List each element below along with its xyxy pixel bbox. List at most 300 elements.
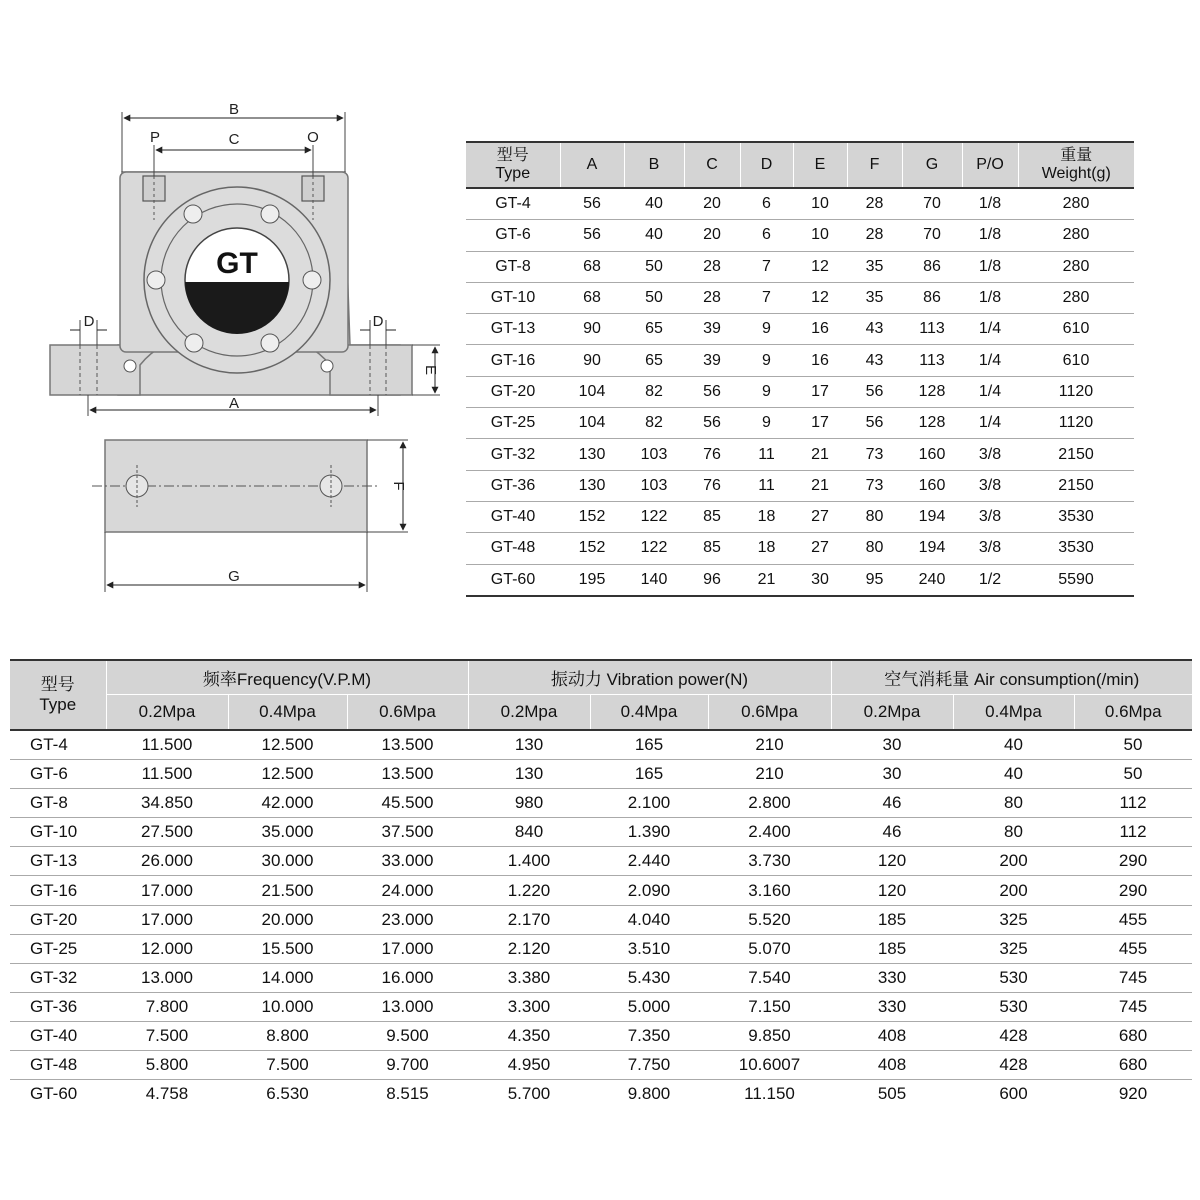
value-cell: 50 bbox=[1074, 730, 1192, 760]
value-cell: 30 bbox=[793, 564, 847, 596]
table-row bbox=[10, 992, 1192, 1021]
value-cell: 9 bbox=[740, 408, 793, 439]
model-cell: GT-25 bbox=[10, 934, 106, 963]
model-cell: GT-60 bbox=[466, 564, 560, 596]
value-cell: 5590 bbox=[1018, 564, 1134, 596]
spec-header-col: B bbox=[624, 142, 684, 188]
value-cell: 28 bbox=[847, 220, 902, 251]
value-cell: 113 bbox=[902, 314, 962, 345]
value-cell: 21 bbox=[793, 470, 847, 501]
perf-header-type-en: Type bbox=[39, 695, 77, 714]
table-row bbox=[466, 470, 1134, 501]
value-cell: 9.800 bbox=[627, 1084, 671, 1104]
value-cell: 90 bbox=[560, 314, 624, 345]
value-cell: 90 bbox=[560, 345, 624, 376]
value-cell: 8.515 bbox=[386, 1084, 429, 1104]
value-cell: 2.170 bbox=[468, 905, 590, 934]
value-cell: 3.300 bbox=[468, 992, 590, 1021]
value-cell: 530 bbox=[953, 963, 1074, 992]
value-cell: 840 bbox=[468, 818, 590, 847]
value-cell: 2150 bbox=[1018, 439, 1134, 470]
spec-header-weight-cn: 重量 bbox=[1060, 147, 1093, 164]
value-cell: 10 bbox=[793, 220, 847, 251]
model-cell: GT-60 bbox=[30, 1084, 78, 1104]
value-cell: 30 bbox=[831, 730, 953, 760]
value-cell: 408 bbox=[831, 1021, 953, 1050]
value-cell: 30.000 bbox=[228, 847, 347, 876]
value-cell: 1.400 bbox=[468, 847, 590, 876]
value-cell: 76 bbox=[684, 470, 740, 501]
perf-header-group-row bbox=[10, 660, 1192, 695]
spec-header-type bbox=[466, 142, 560, 188]
value-cell: 40 bbox=[953, 730, 1074, 760]
value-cell: 113 bbox=[902, 345, 962, 376]
value-cell: 28 bbox=[684, 251, 740, 282]
value-cell: 21 bbox=[740, 564, 793, 596]
value-cell: 42.000 bbox=[228, 789, 347, 818]
dim-label-d-right: D bbox=[372, 313, 384, 330]
value-cell: 325 bbox=[953, 905, 1074, 934]
value-cell: 16.000 bbox=[347, 963, 468, 992]
value-cell: 46 bbox=[831, 818, 953, 847]
value-cell: 428 bbox=[953, 1021, 1074, 1050]
value-cell: 7.350 bbox=[590, 1021, 708, 1050]
value-cell: 1/4 bbox=[962, 345, 1018, 376]
value-cell: 195 bbox=[560, 564, 624, 596]
model-cell: GT-4 bbox=[466, 188, 560, 220]
value-cell: 160 bbox=[902, 470, 962, 501]
value-cell: 4.758 bbox=[145, 1084, 189, 1104]
value-cell: 86 bbox=[902, 251, 962, 282]
value-cell: 103 bbox=[624, 470, 684, 501]
spec-header-type-en: Type bbox=[495, 165, 531, 182]
value-cell: 7.500 bbox=[228, 1051, 347, 1080]
model-cell: GT-40 bbox=[10, 1021, 106, 1050]
table-row bbox=[10, 905, 1192, 934]
value-cell: 17.000 bbox=[347, 934, 468, 963]
value-cell: 505 bbox=[877, 1084, 907, 1104]
table-row bbox=[466, 501, 1134, 532]
value-cell: 85 bbox=[684, 501, 740, 532]
perf-header-pressure: 0.2Mpa bbox=[831, 695, 953, 731]
model-cell: GT-48 bbox=[466, 533, 560, 564]
value-cell: 43 bbox=[847, 314, 902, 345]
value-cell: 1/8 bbox=[962, 282, 1018, 313]
value-cell: 3.160 bbox=[708, 876, 831, 905]
value-cell: 1/4 bbox=[962, 376, 1018, 407]
value-cell: 103 bbox=[624, 439, 684, 470]
model-cell: GT-48 bbox=[10, 1051, 106, 1080]
value-cell: 27 bbox=[793, 501, 847, 532]
value-cell: 3/8 bbox=[962, 470, 1018, 501]
value-cell: 7 bbox=[740, 282, 793, 313]
value-cell: 20 bbox=[684, 220, 740, 251]
dimension-spec-table bbox=[466, 141, 1134, 597]
value-cell: 7.150 bbox=[708, 992, 831, 1021]
value-cell: 130 bbox=[560, 470, 624, 501]
value-cell: 43 bbox=[847, 345, 902, 376]
value-cell: 408 bbox=[831, 1051, 953, 1080]
value-cell: 455 bbox=[1074, 905, 1192, 934]
value-cell: 2.090 bbox=[590, 876, 708, 905]
value-cell: 2.120 bbox=[468, 934, 590, 963]
model-cell: GT-8 bbox=[10, 789, 106, 818]
value-cell: 10.6007 bbox=[708, 1051, 831, 1080]
value-cell: 2.100 bbox=[590, 789, 708, 818]
value-cell: 325 bbox=[953, 934, 1074, 963]
value-cell: 122 bbox=[624, 501, 684, 532]
value-cell: 290 bbox=[1074, 876, 1192, 905]
value-cell: 40 bbox=[624, 188, 684, 220]
value-cell: 3530 bbox=[1018, 501, 1134, 532]
value-cell: 1/4 bbox=[962, 408, 1018, 439]
model-cell: GT-16 bbox=[10, 876, 106, 905]
model-cell: GT-4 bbox=[10, 730, 106, 760]
spec-header-type-cn: 型号 bbox=[496, 147, 529, 164]
model-cell: GT-6 bbox=[10, 760, 106, 789]
value-cell: 26.000 bbox=[106, 847, 228, 876]
value-cell: 7.800 bbox=[106, 992, 228, 1021]
value-cell: 80 bbox=[953, 789, 1074, 818]
table-row bbox=[10, 1080, 1192, 1109]
value-cell: 40 bbox=[953, 760, 1074, 789]
value-cell: 18 bbox=[740, 533, 793, 564]
dim-label-a: A bbox=[228, 395, 240, 412]
value-cell: 6 bbox=[740, 220, 793, 251]
value-cell: 2.440 bbox=[590, 847, 708, 876]
value-cell: 3/8 bbox=[962, 501, 1018, 532]
dim-label-c: C bbox=[228, 131, 240, 148]
table-row bbox=[10, 730, 1192, 760]
value-cell: 14.000 bbox=[228, 963, 347, 992]
gt-logo-text: GT bbox=[216, 247, 258, 280]
perf-header-pressure: 0.4Mpa bbox=[953, 695, 1074, 731]
perf-header-air: 空气消耗量 Air consumption(/min) bbox=[831, 660, 1192, 695]
value-cell: 200 bbox=[953, 847, 1074, 876]
table-row bbox=[466, 220, 1134, 251]
spec-header-col: A bbox=[560, 142, 624, 188]
table-row bbox=[10, 1051, 1192, 1080]
perf-header-vibration: 振动力 Vibration power(N) bbox=[468, 660, 831, 695]
value-cell: 5.800 bbox=[106, 1051, 228, 1080]
value-cell: 56 bbox=[684, 376, 740, 407]
table-row bbox=[10, 1021, 1192, 1050]
value-cell: 56 bbox=[560, 220, 624, 251]
model-cell: GT-6 bbox=[466, 220, 560, 251]
table-row bbox=[10, 789, 1192, 818]
value-cell: 112 bbox=[1074, 818, 1192, 847]
perf-table-body bbox=[10, 730, 1192, 1108]
model-cell: GT-32 bbox=[466, 439, 560, 470]
value-cell: 1120 bbox=[1018, 408, 1134, 439]
value-cell: 120 bbox=[831, 876, 953, 905]
perf-header-pressure: 0.4Mpa bbox=[590, 695, 708, 731]
value-cell: 12 bbox=[793, 282, 847, 313]
value-cell: 96 bbox=[684, 564, 740, 596]
value-cell: 35 bbox=[847, 251, 902, 282]
value-cell: 530 bbox=[953, 992, 1074, 1021]
value-cell: 28 bbox=[684, 282, 740, 313]
spec-header-col: E bbox=[793, 142, 847, 188]
value-cell: 11.500 bbox=[106, 730, 228, 760]
value-cell: 13.500 bbox=[347, 760, 468, 789]
model-cell: GT-10 bbox=[466, 282, 560, 313]
value-cell: 46 bbox=[831, 789, 953, 818]
value-cell: 194 bbox=[902, 501, 962, 532]
value-cell: 9.700 bbox=[347, 1051, 468, 1080]
value-cell: 56 bbox=[684, 408, 740, 439]
perf-header-frequency: 频率Frequency(V.P.M) bbox=[106, 660, 468, 695]
spec-header-col: F bbox=[847, 142, 902, 188]
value-cell: 50 bbox=[624, 251, 684, 282]
spec-header-col: G bbox=[902, 142, 962, 188]
value-cell: 68 bbox=[560, 282, 624, 313]
value-cell: 73 bbox=[847, 439, 902, 470]
value-cell: 16 bbox=[793, 314, 847, 345]
value-cell: 165 bbox=[590, 760, 708, 789]
value-cell: 2.800 bbox=[708, 789, 831, 818]
value-cell: 20.000 bbox=[228, 905, 347, 934]
table-row bbox=[466, 564, 1134, 596]
value-cell: 6 bbox=[740, 188, 793, 220]
value-cell: 68 bbox=[560, 251, 624, 282]
model-cell: GT-16 bbox=[466, 345, 560, 376]
value-cell: 15.500 bbox=[228, 934, 347, 963]
table-row bbox=[466, 533, 1134, 564]
value-cell: 28 bbox=[847, 188, 902, 220]
value-cell: 12.000 bbox=[106, 934, 228, 963]
table-row bbox=[10, 760, 1192, 789]
value-cell: 33.000 bbox=[347, 847, 468, 876]
value-cell: 86 bbox=[902, 282, 962, 313]
value-cell: 16 bbox=[793, 345, 847, 376]
spec-header-weight bbox=[1018, 142, 1134, 188]
value-cell: 240 bbox=[902, 564, 962, 596]
value-cell: 600 bbox=[999, 1084, 1028, 1104]
value-cell: 745 bbox=[1074, 992, 1192, 1021]
value-cell: 1/2 bbox=[962, 564, 1018, 596]
value-cell: 12.500 bbox=[228, 760, 347, 789]
value-cell: 280 bbox=[1018, 282, 1134, 313]
value-cell: 1.390 bbox=[590, 818, 708, 847]
value-cell: 34.850 bbox=[106, 789, 228, 818]
value-cell: 3.380 bbox=[468, 963, 590, 992]
value-cell: 9 bbox=[740, 314, 793, 345]
table-row bbox=[10, 963, 1192, 992]
table-row bbox=[466, 188, 1134, 220]
value-cell: 4.950 bbox=[468, 1051, 590, 1080]
value-cell: 45.500 bbox=[347, 789, 468, 818]
perf-header-pressure: 0.2Mpa bbox=[468, 695, 590, 731]
value-cell: 5.430 bbox=[590, 963, 708, 992]
value-cell: 5.700 bbox=[507, 1084, 551, 1104]
value-cell: 280 bbox=[1018, 188, 1134, 220]
value-cell: 80 bbox=[847, 533, 902, 564]
value-cell: 12.500 bbox=[228, 730, 347, 760]
value-cell: 7 bbox=[740, 251, 793, 282]
value-cell: 17.000 bbox=[106, 876, 228, 905]
model-cell: GT-8 bbox=[466, 251, 560, 282]
value-cell: 3/8 bbox=[962, 439, 1018, 470]
value-cell: 56 bbox=[847, 376, 902, 407]
value-cell: 104 bbox=[560, 408, 624, 439]
perf-header-pressure-row bbox=[10, 695, 1192, 731]
value-cell: 455 bbox=[1074, 934, 1192, 963]
value-cell: 17 bbox=[793, 376, 847, 407]
value-cell: 9.500 bbox=[347, 1021, 468, 1050]
value-cell: 56 bbox=[560, 188, 624, 220]
value-cell: 82 bbox=[624, 408, 684, 439]
value-cell: 610 bbox=[1018, 314, 1134, 345]
value-cell: 24.000 bbox=[347, 876, 468, 905]
value-cell: 70 bbox=[902, 188, 962, 220]
value-cell: 5.520 bbox=[708, 905, 831, 934]
value-cell: 210 bbox=[708, 760, 831, 789]
value-cell: 82 bbox=[624, 376, 684, 407]
value-cell: 40 bbox=[624, 220, 684, 251]
value-cell: 4.350 bbox=[468, 1021, 590, 1050]
value-cell: 30 bbox=[831, 760, 953, 789]
value-cell: 65 bbox=[624, 345, 684, 376]
value-cell: 12 bbox=[793, 251, 847, 282]
value-cell: 3.730 bbox=[708, 847, 831, 876]
value-cell: 17 bbox=[793, 408, 847, 439]
value-cell: 980 bbox=[468, 789, 590, 818]
value-cell: 122 bbox=[624, 533, 684, 564]
value-cell: 330 bbox=[831, 963, 953, 992]
spec-header-row bbox=[466, 142, 1134, 188]
value-cell: 18 bbox=[740, 501, 793, 532]
table-row bbox=[466, 345, 1134, 376]
value-cell: 1/4 bbox=[962, 314, 1018, 345]
value-cell: 165 bbox=[590, 730, 708, 760]
model-cell: GT-40 bbox=[466, 501, 560, 532]
value-cell: 13.000 bbox=[347, 992, 468, 1021]
spec-header-col: C bbox=[684, 142, 740, 188]
value-cell: 2150 bbox=[1018, 470, 1134, 501]
value-cell: 194 bbox=[902, 533, 962, 564]
value-cell: 428 bbox=[953, 1051, 1074, 1080]
value-cell: 21.500 bbox=[228, 876, 347, 905]
table-row bbox=[466, 408, 1134, 439]
value-cell: 3530 bbox=[1018, 533, 1134, 564]
front-view bbox=[50, 172, 412, 395]
value-cell: 7.500 bbox=[106, 1021, 228, 1050]
value-cell: 11 bbox=[740, 439, 793, 470]
value-cell: 1/8 bbox=[962, 188, 1018, 220]
value-cell: 152 bbox=[560, 533, 624, 564]
value-cell: 680 bbox=[1074, 1051, 1192, 1080]
perf-header-type bbox=[10, 660, 106, 730]
dim-label-d-left: D bbox=[83, 313, 95, 330]
value-cell: 3.510 bbox=[590, 934, 708, 963]
value-cell: 128 bbox=[902, 376, 962, 407]
spec-header-col: P/O bbox=[962, 142, 1018, 188]
value-cell: 1/8 bbox=[962, 220, 1018, 251]
value-cell: 39 bbox=[684, 345, 740, 376]
table-row bbox=[466, 439, 1134, 470]
value-cell: 1.220 bbox=[468, 876, 590, 905]
dim-label-f: F bbox=[390, 481, 407, 491]
value-cell: 128 bbox=[902, 408, 962, 439]
value-cell: 130 bbox=[468, 760, 590, 789]
spec-header-col: D bbox=[740, 142, 793, 188]
value-cell: 280 bbox=[1018, 251, 1134, 282]
table-row bbox=[466, 282, 1134, 313]
value-cell: 11.500 bbox=[106, 760, 228, 789]
value-cell: 9.850 bbox=[708, 1021, 831, 1050]
value-cell: 73 bbox=[847, 470, 902, 501]
perf-header-type-cn: 型号 bbox=[40, 675, 75, 694]
value-cell: 9 bbox=[740, 376, 793, 407]
perf-header-pressure: 0.4Mpa bbox=[228, 695, 347, 731]
value-cell: 140 bbox=[624, 564, 684, 596]
table-row bbox=[10, 876, 1192, 905]
value-cell: 50 bbox=[1074, 760, 1192, 789]
table-row bbox=[10, 818, 1192, 847]
bottom-view bbox=[92, 440, 380, 532]
value-cell: 70 bbox=[902, 220, 962, 251]
dim-label-o: O bbox=[307, 129, 319, 146]
table-row bbox=[466, 314, 1134, 345]
value-cell: 130 bbox=[468, 730, 590, 760]
value-cell: 35.000 bbox=[228, 818, 347, 847]
value-cell: 185 bbox=[831, 905, 953, 934]
value-cell: 160 bbox=[902, 439, 962, 470]
value-cell: 56 bbox=[847, 408, 902, 439]
value-cell: 76 bbox=[684, 439, 740, 470]
value-cell: 1120 bbox=[1018, 376, 1134, 407]
value-cell: 120 bbox=[831, 847, 953, 876]
value-cell: 27.500 bbox=[106, 818, 228, 847]
value-cell: 50 bbox=[624, 282, 684, 313]
value-cell: 95 bbox=[847, 564, 902, 596]
model-cell: GT-32 bbox=[10, 963, 106, 992]
value-cell: 112 bbox=[1074, 789, 1192, 818]
value-cell: 7.750 bbox=[590, 1051, 708, 1080]
model-cell: GT-36 bbox=[466, 470, 560, 501]
value-cell: 10.000 bbox=[228, 992, 347, 1021]
value-cell: 39 bbox=[684, 314, 740, 345]
value-cell: 2.400 bbox=[708, 818, 831, 847]
dim-label-g: G bbox=[228, 568, 240, 585]
value-cell: 200 bbox=[953, 876, 1074, 905]
value-cell: 1/8 bbox=[962, 251, 1018, 282]
value-cell: 290 bbox=[1074, 847, 1192, 876]
value-cell: 80 bbox=[847, 501, 902, 532]
model-cell: GT-25 bbox=[466, 408, 560, 439]
model-cell: GT-13 bbox=[10, 847, 106, 876]
model-cell: GT-20 bbox=[466, 376, 560, 407]
value-cell: 21 bbox=[793, 439, 847, 470]
value-cell: 13.000 bbox=[106, 963, 228, 992]
perf-header-pressure: 0.6Mpa bbox=[347, 695, 468, 731]
value-cell: 10 bbox=[793, 188, 847, 220]
value-cell: 20 bbox=[684, 188, 740, 220]
value-cell: 920 bbox=[1118, 1084, 1148, 1104]
perf-header-pressure: 0.6Mpa bbox=[708, 695, 831, 731]
model-cell: GT-10 bbox=[10, 818, 106, 847]
value-cell: 5.070 bbox=[708, 934, 831, 963]
value-cell: 37.500 bbox=[347, 818, 468, 847]
value-cell: 610 bbox=[1018, 345, 1134, 376]
vibrator-dimension-drawing bbox=[0, 0, 460, 600]
value-cell: 9 bbox=[740, 345, 793, 376]
value-cell: 745 bbox=[1074, 963, 1192, 992]
value-cell: 13.500 bbox=[347, 730, 468, 760]
spec-table-body bbox=[466, 188, 1134, 596]
value-cell: 7.540 bbox=[708, 963, 831, 992]
